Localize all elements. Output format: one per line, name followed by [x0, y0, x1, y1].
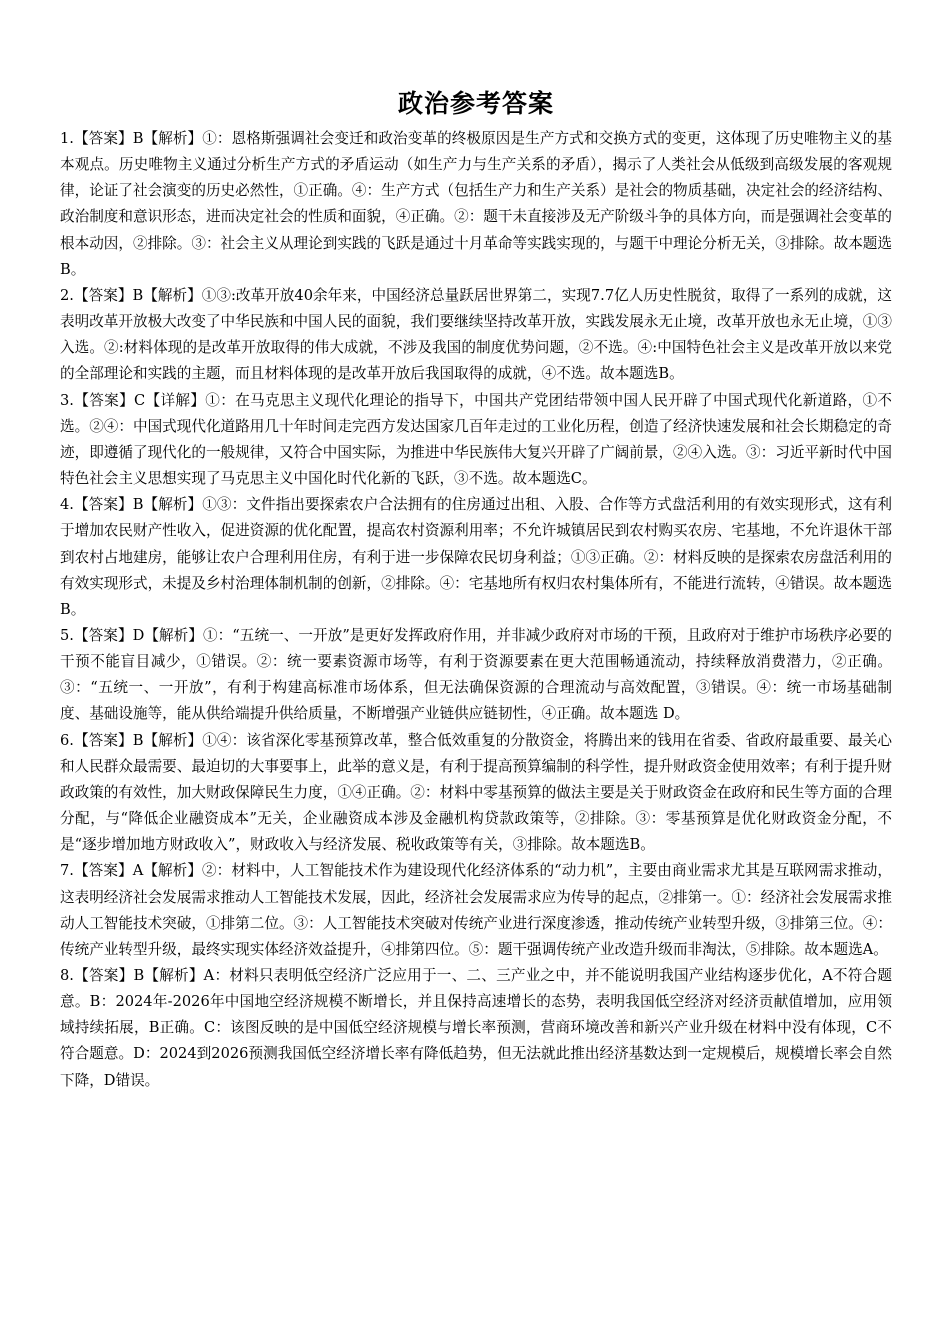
answer-item-2: 2.【答案】B【解析】①③:改革开放40余年来，中国经济总量跃居世界第二，实现7.7亿人历史性脱贫，取得了一系列的成就，这表明改革开放极大改变了中华民族和中国人民的面貌，我们要继续坚持改革开放，实践发展永无止境，改革开放也永无止境，①③入选。②:材料体现的是改革开放取得的伟大成就，不涉及我国的制度优势问题，②不选。④:中国特色社会主义是改革开放以来党的全部理论和实践的主题，而且材料体现的是改革开放后我国取得的成就，④不选。故本题选B。 [60, 286, 892, 383]
answer-item-3: 3.【答案】C【详解】①：在马克思主义现代化理论的指导下，中国共产党团结带领中国人民开辟了中国式现代化新道路，①不选。②④：中国式现代化道路用几十年时间走完西方发达国家几百年走过的工业化历程，创造了经济快速发展和社会长期稳定的奇迹，即遵循了现代化的一般规律，又符合中国实际，为推进中华民族伟大复兴开辟了广阔前景，②④入选。③：习近平新时代中国特色社会主义思想实现了马克思主义中国化时代化新的飞跃，③不选。故本题选C。 [60, 391, 892, 488]
answer-item-4: 4.【答案】B【解析】①③：文件指出要探索农户合法拥有的住房通过出租、入股、合作等方式盘活利用的有效实现形式，这有利于增加农民财产性收入，促进资源的优化配置，提高农村资源利用率；不允许城镇居民到农村购买农房、宅基地，不允许退休干部到农村占地建房，能够让农户合理利用住房，有利于进一步保障农民切身利益；①③正确。②：材料反映的是探索农房盘活利用的有效实现形式，未提及乡村治理体制机制的创新，②排除。④：宅基地所有权归农村集体所有，不能进行流转，④错误。故本题选B。 [60, 496, 892, 618]
answer-item-1: 1.【答案】B【解析】①：恩格斯强调社会变迁和政治变革的终极原因是生产方式和交换方式的变更，这体现了历史唯物主义的基本观点。历史唯物主义通过分析生产方式的矛盾运动（如生产力与生产关系的矛盾），揭示了人类社会从低级到高级发展的客观规律，论证了社会演变的历史必然性，①正确。④：生产方式（包括生产力和生产关系）是社会的物质基础，决定社会的经济结构、政治制度和意识形态，进而决定社会的性质和面貌，④正确。②：题干未直接涉及无产阶级斗争的具体方向，而是强调社会变革的根本动因，②排除。③：社会主义从理论到实践的飞跃是通过十月革命等实践实现的，与题干中理论分析无关，③排除。故本题选B。 [60, 130, 892, 278]
answer-document [60, 84, 892, 1094]
answer-item-6: 6.【答案】B【解析】①④：该省深化零基预算改革，整合低效重复的分散资金，将腾出来的钱用在省委、省政府最重要、最关心和人民群众最需要、最迫切的大事要事上，此举的意义是，有利于提高预算编制的科学性，提升财政资金使用效率；有利于提升财政政策的有效性，加大财政保障民生力度，①④正确。②：材料中零基预算的做法主要是关于财政资金在政府和民生等方面的合理分配，与“降低企业融资成本”无关，企业融资成本涉及金融机构贷款政策等，②排除。③：零基预算是优化财政资金分配，不是“逐步增加地方财政收入”，财政收入与经济发展、税收政策等有关，③排除。故本题选B。 [60, 731, 892, 854]
answer-item-8: 8.【答案】B【解析】A：材料只表明低空经济广泛应用于一、二、三产业之中，并不能说明我国产业结构逐步优化，A不符合题意。B：2024年-2026年中国地空经济规模不断增长，并且保持高速增长的态势，表明我国低空经济对经济贡献值增加，应用领域持续拓展，B正确。C：该图反映的是中国低空经济规模与增长率预测，营商环境改善和新兴产业升级在材料中没有体现，C不符合题意。D：2024到2026预测我国低空经济增长率有降低趋势，但无法就此推出经济基数达到一定规模后，规模增长率会自然下降，D错误。 [60, 967, 892, 1089]
answer-item-5: 5.【答案】D【解析】①：“五统一、一开放”是更好发挥政府作用，并非减少政府对市场的干预，且政府对于维护市场秩序必要的干预不能盲目减少，①错误。②：统一要素资源市场等，有利于资源要素在更大范围畅通流动，持续释放消费潜力，②正确。③：“五统一、一开放”，有利于构建高标准市场体系，但无法确保资源的合理流动与高效配置，③错误。④：统一市场基础制度、基础设施等，能从供给端提升供给质量，不断增强产业链供应链韧性，④正确。故本题选 D。 [60, 626, 892, 723]
answer-item-7: 7.【答案】A【解析】②：材料中，人工智能技术作为建设现代化经济体系的“动力机”，主要由商业需求尤其是互联网需求推动，这表明经济社会发展需求推动人工智能技术发展，因此，经济社会发展需求应为传导的起点，②排第一。①：经济社会发展需求推动人工智能技术突破，①排第二位。③：人工智能技术突破对传统产业进行深度渗透，推动传统产业转型升级，③排第三位。④：传统产业转型升级，最终实现实体经济效益提升，④排第四位。⑤：题干强调传统产业改造升级而非淘汰，⑤排除。故本题选A。 [60, 862, 892, 958]
page-title: 政治参考答案 [397, 89, 554, 118]
